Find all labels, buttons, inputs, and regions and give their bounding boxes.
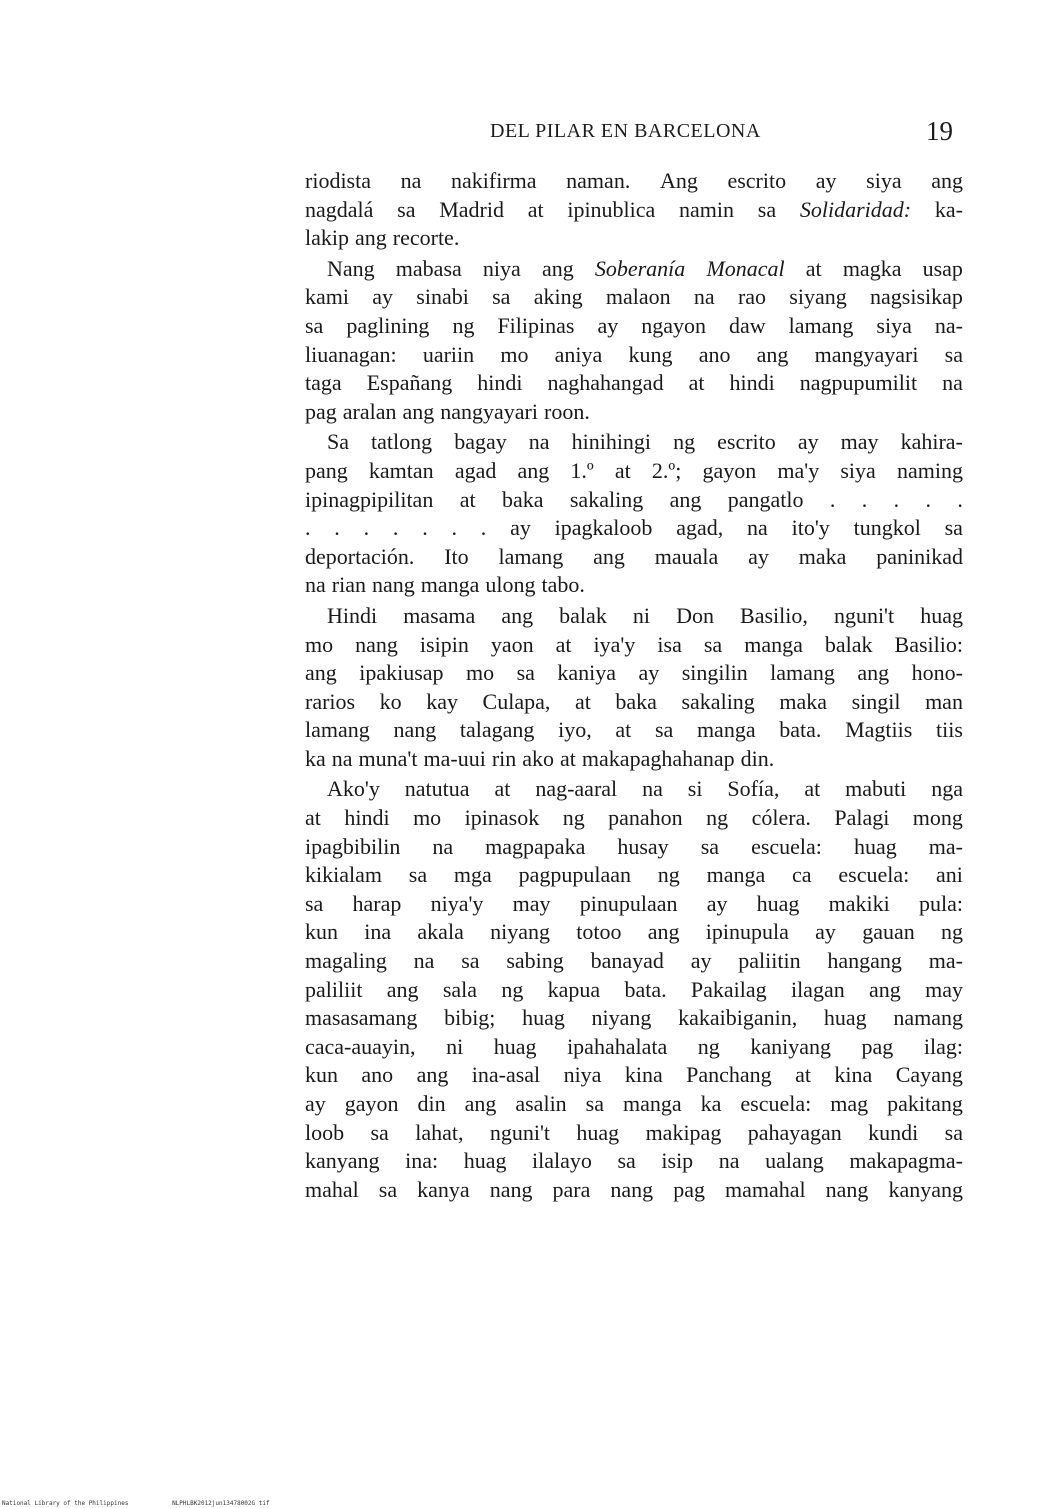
text-line: na rian nang manga ulong tabo.: [305, 572, 585, 598]
text-line: pag aralan ang nangyayari roon.: [305, 398, 590, 424]
text-line: ka na muna't ma-uui rin ako at makapaghahanap din.: [305, 745, 775, 771]
running-header: DEL PILAR EN BARCELONA: [490, 120, 761, 142]
page-number: 19: [926, 116, 953, 146]
text-line: lamang nang talagang iyo, at sa manga bata. Magtiis tiis: [305, 717, 963, 743]
text-line: Ako'y natutua at nag-aaral na si Sofía, at mabuti nga: [327, 776, 963, 802]
text-line: riodista na nakifirma naman. Ang escrito ay siya ang: [305, 168, 963, 193]
paragraph: [305, 775, 963, 1204]
paragraph: [305, 428, 963, 600]
text-line: rarios ko kay Culapa, at baka sakaling maka singil man: [305, 688, 963, 714]
text-line: kanyang ina: huag ilalayo sa isip na ualang makapagma-: [305, 1148, 963, 1174]
text-line: sa harap niya'y may pinupulaan ay huag makiki pula:: [305, 890, 963, 916]
text-line: mo nang isipin yaon at iya'y isa sa manga balak Basilio:: [305, 631, 963, 657]
text-line: caca-auayin, ni huag ipahahalata ng kaniyang pag ilag:: [305, 1033, 963, 1059]
paragraph: [305, 602, 963, 774]
text-line: paliliit ang sala ng kapua bata. Pakailag ilagan ang may: [305, 976, 963, 1002]
text-line: liuanagan: uariin mo aniya kung ano ang mangyayari sa: [305, 341, 963, 367]
file-id-stamp: NLPHLBK2012jun13478002G tif: [172, 1500, 270, 1507]
text-line: masasamang bibig; huag niyang kakaibiganin, huag namang: [305, 1005, 963, 1031]
text-line: at hindi mo ipinasok ng panahon ng cólera. Palagi mong: [305, 805, 963, 831]
text-line: ang ipakiusap mo sa kaniya ay singilin lamang ang hono-: [305, 660, 963, 686]
text-line: . . . . . . . ay ipagkaloob agad, na ito'y tungkol sa: [305, 515, 963, 541]
text-line: Hindi masama ang balak ni Don Basilio, nguni't huag: [327, 602, 963, 628]
text-line: sa paglining ng Filipinas ay ngayon daw lamang siya na-: [305, 312, 963, 338]
scan-footer-stamp: [2, 1500, 310, 1507]
paragraph: [305, 255, 963, 427]
text-line: kun ano ang ina-asal niya kina Panchang at kina Cayang: [305, 1062, 963, 1088]
text-line: loob sa lahat, nguni't huag makipag pahayagan kundi sa: [305, 1119, 963, 1145]
text-line: mahal sa kanya nang para nang pag mamahal nang kanyang: [305, 1176, 963, 1202]
paragraph: [305, 167, 963, 253]
text-line: kun ina akala niyang totoo ang ipinupula ay gauan ng: [305, 919, 963, 945]
body-text: [305, 167, 963, 1206]
text-line: nagdalá sa Madrid at ipinublica namin sa Solidaridad: ka-: [305, 196, 963, 222]
text-line: ipinagpipilitan at baka sakaling ang pangatlo . . . . .: [305, 486, 963, 512]
text-line: kikialam sa mga pagpupulaan ng manga ca escuela: ani: [305, 862, 963, 888]
text-line: pang kamtan agad ang 1.º at 2.º; gayon ma'y siya naming: [305, 457, 963, 483]
text-line: ay gayon din ang asalin sa manga ka escuela: mag pakitang: [305, 1091, 963, 1116]
text-line: deportación. Ito lamang ang mauala ay maka paninikad: [305, 543, 963, 569]
text-line: taga Españang hindi naghahangad at hindi nagpupumilit na: [305, 370, 963, 396]
library-stamp: National Library of the Philippines: [2, 1500, 129, 1507]
text-line: ipagbibilin na magpapaka husay sa escuela: huag ma-: [305, 833, 963, 859]
text-line: kami ay sinabi sa aking malaon na rao siyang nagsisikap: [305, 284, 963, 310]
text-line: Nang mabasa niya ang Soberanía Monacal at magka usap: [327, 255, 963, 281]
text-line: lakip ang recorte.: [305, 225, 460, 251]
text-line: Sa tatlong bagay na hinihingi ng escrito ay may kahira-: [327, 429, 963, 455]
text-line: magaling na sa sabing banayad ay paliitin hangang ma-: [305, 948, 963, 974]
